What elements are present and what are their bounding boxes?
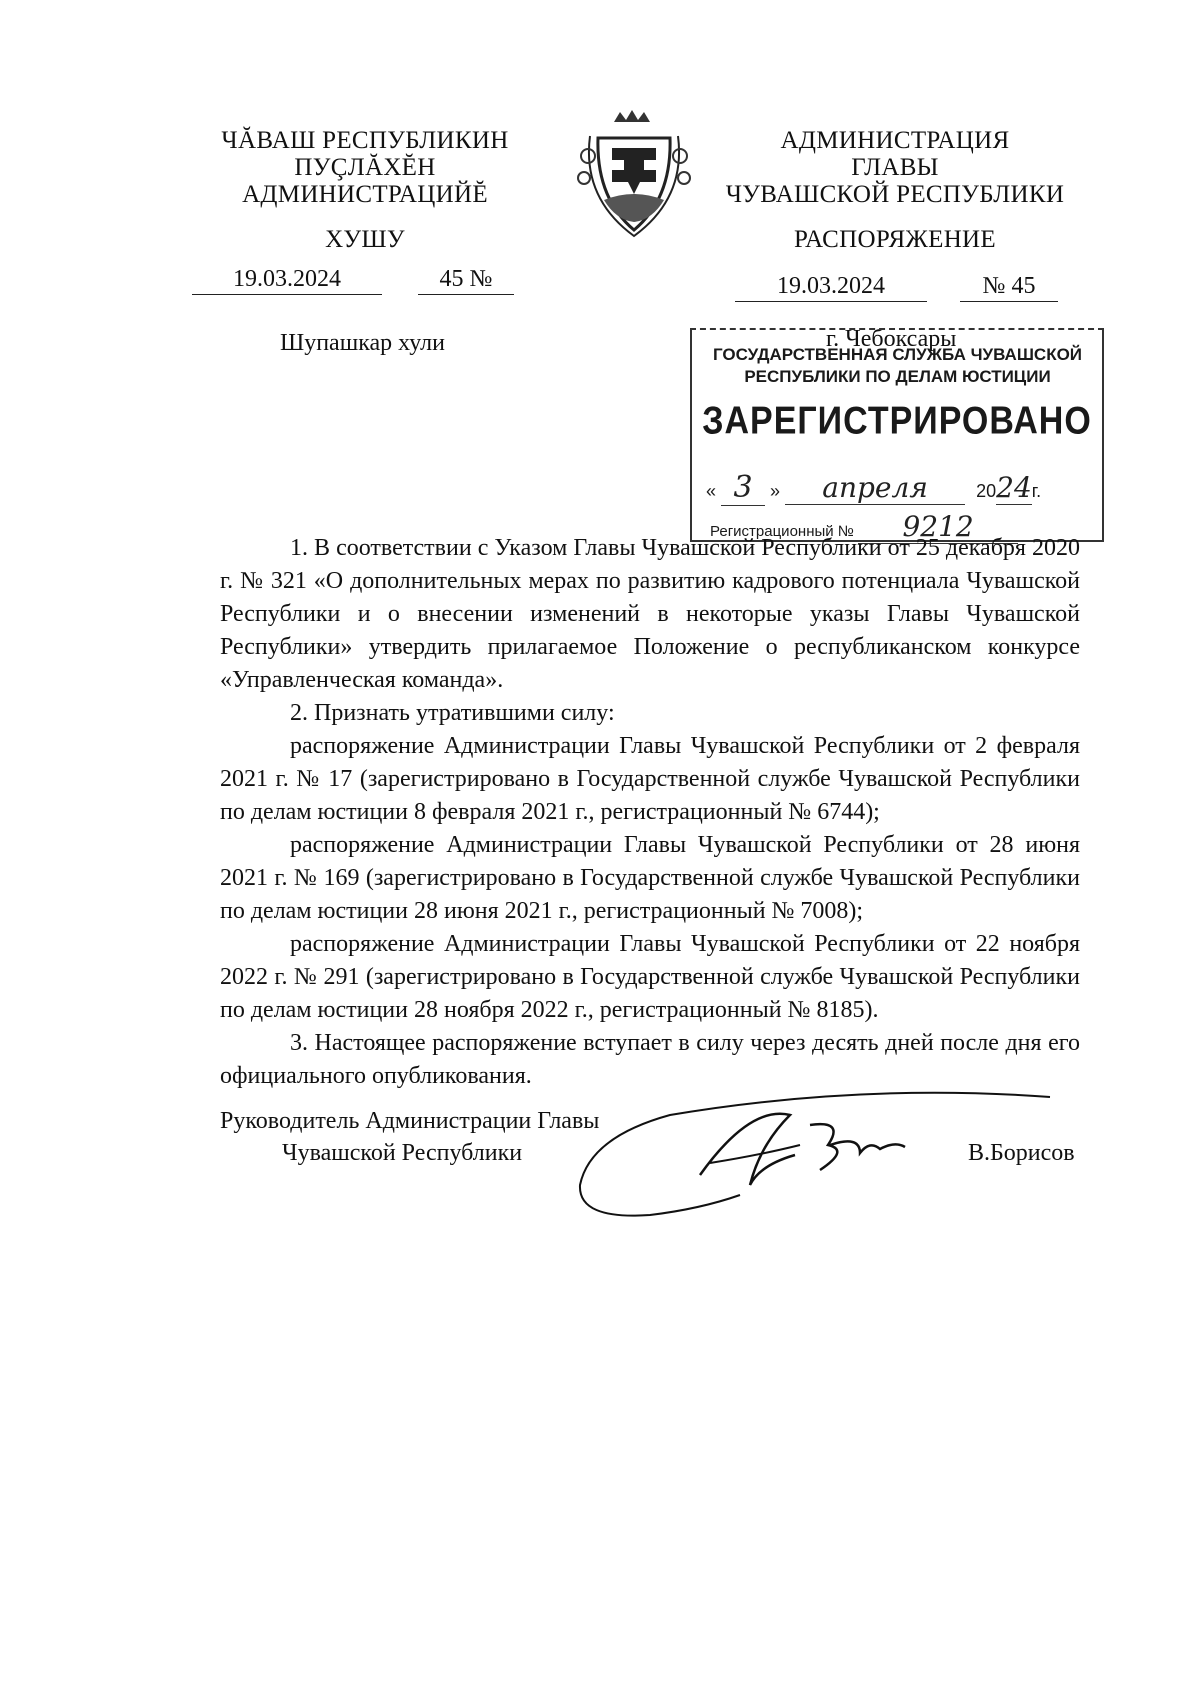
stamp-quote-open: «	[706, 481, 717, 501]
registration-stamp	[690, 328, 1104, 542]
header-left-line2: ПУÇЛĂХĔН	[294, 154, 436, 181]
header-right-date-underline	[735, 272, 927, 302]
header-right-date: 19.03.2024	[777, 273, 885, 299]
header-left-date: 19.03.2024	[233, 266, 341, 292]
stamp-reg-label: Регистрационный №	[710, 523, 854, 540]
stamp-year-prefix: 20	[976, 481, 997, 501]
stamp-year-suffix: 24	[996, 471, 1032, 504]
header-left-line1: ЧĂВАШ РЕСПУБЛИКИН	[221, 127, 509, 154]
header-right-city: г. Чебоксары	[826, 326, 957, 352]
stamp-reg-number: 9212	[858, 510, 1018, 544]
stamp-agency-line1: ГОСУДАРСТВЕННАЯ СЛУЖБА ЧУВАШСКОЙ	[712, 345, 1083, 364]
header-left	[200, 127, 530, 208]
header-left-number: 45 №	[439, 266, 493, 292]
header-right-line3: ЧУВАШСКОЙ РЕСПУБЛИКИ	[725, 181, 1065, 208]
stamp-month: апреля	[785, 471, 965, 505]
paragraph-2: 2. Признать утратившими силу:	[290, 700, 615, 726]
paragraph-6: 3. Настоящее распоряжение вступает в силу через десять дней после дня его официального опубликования.	[220, 1030, 1080, 1089]
paragraph-5: распоряжение Администрации Главы Чувашской Республики от 22 ноября 2022 г. № 291 (зарегистрировано в Государственной службе Чувашской Республики по делам юстиции 28 ноября 2022 г., регистрационный № 8185).	[220, 931, 1080, 1023]
signature-position-line1: Руководитель Администрации Главы	[220, 1108, 600, 1134]
stamp-year-mark: г.	[1031, 481, 1042, 501]
header-right	[700, 127, 1090, 208]
paragraph-3: распоряжение Администрации Главы Чувашской Республики от 2 февраля 2021 г. № 17 (зарегистрировано в Государственной службе Чувашской Республики по делам юстиции 8 февраля 2021 г., регистрационный № 6744);	[220, 733, 1080, 825]
header-left-number-underline	[418, 265, 514, 295]
signature-position-line2: Чувашской Республики	[282, 1140, 523, 1166]
header-right-line1: АДМИНИСТРАЦИЯ	[780, 127, 1010, 154]
header-left-doc-type: ХУШУ	[325, 226, 405, 253]
stamp-agency	[700, 344, 1095, 388]
stamp-title: ЗАРЕГИСТРИРОВАНО	[702, 399, 1092, 443]
header-right-number: № 45	[982, 273, 1036, 299]
paragraph-1: 1. В соответствии с Указом Главы Чувашской Республики от 25 декабря 2020 г. № 321 «О дополнительных мерах по развитию кадрового потенциала Чувашской Республики и о внесении изменений в некоторые указы Главы Чувашской Республики» утвердить прилагаемое Положение о республиканском конкурсе «Управленческая команда».	[220, 535, 1080, 693]
header-right-doc-type: РАСПОРЯЖЕНИЕ	[794, 226, 996, 253]
paragraph-4: распоряжение Администрации Главы Чувашской Республики от 28 июня 2021 г. № 169 (зарегистрировано в Государственной службе Чувашской Республики по делам юстиции 28 июня 2021 г., регистрационный № 7008);	[220, 832, 1080, 924]
header-left-date-underline	[192, 265, 382, 295]
signatory-name: В.Борисов	[968, 1140, 1075, 1166]
stamp-quote-close: »	[770, 481, 781, 501]
header-right-line2: ГЛАВЫ	[851, 154, 939, 181]
stamp-agency-line2: РЕСПУБЛИКИ ПО ДЕЛАМ ЮСТИЦИИ	[744, 367, 1051, 386]
stamp-day: 3	[721, 470, 765, 506]
chuvash-coat-of-arms-icon	[572, 108, 696, 238]
stamp-date-row	[706, 470, 1041, 506]
header-left-line3: АДМИНИСТРАЦИЙĔ	[242, 181, 488, 208]
header-left-city: Шупашкар хули	[280, 330, 445, 356]
document-body	[220, 532, 1080, 1093]
header-right-number-underline	[960, 272, 1058, 302]
